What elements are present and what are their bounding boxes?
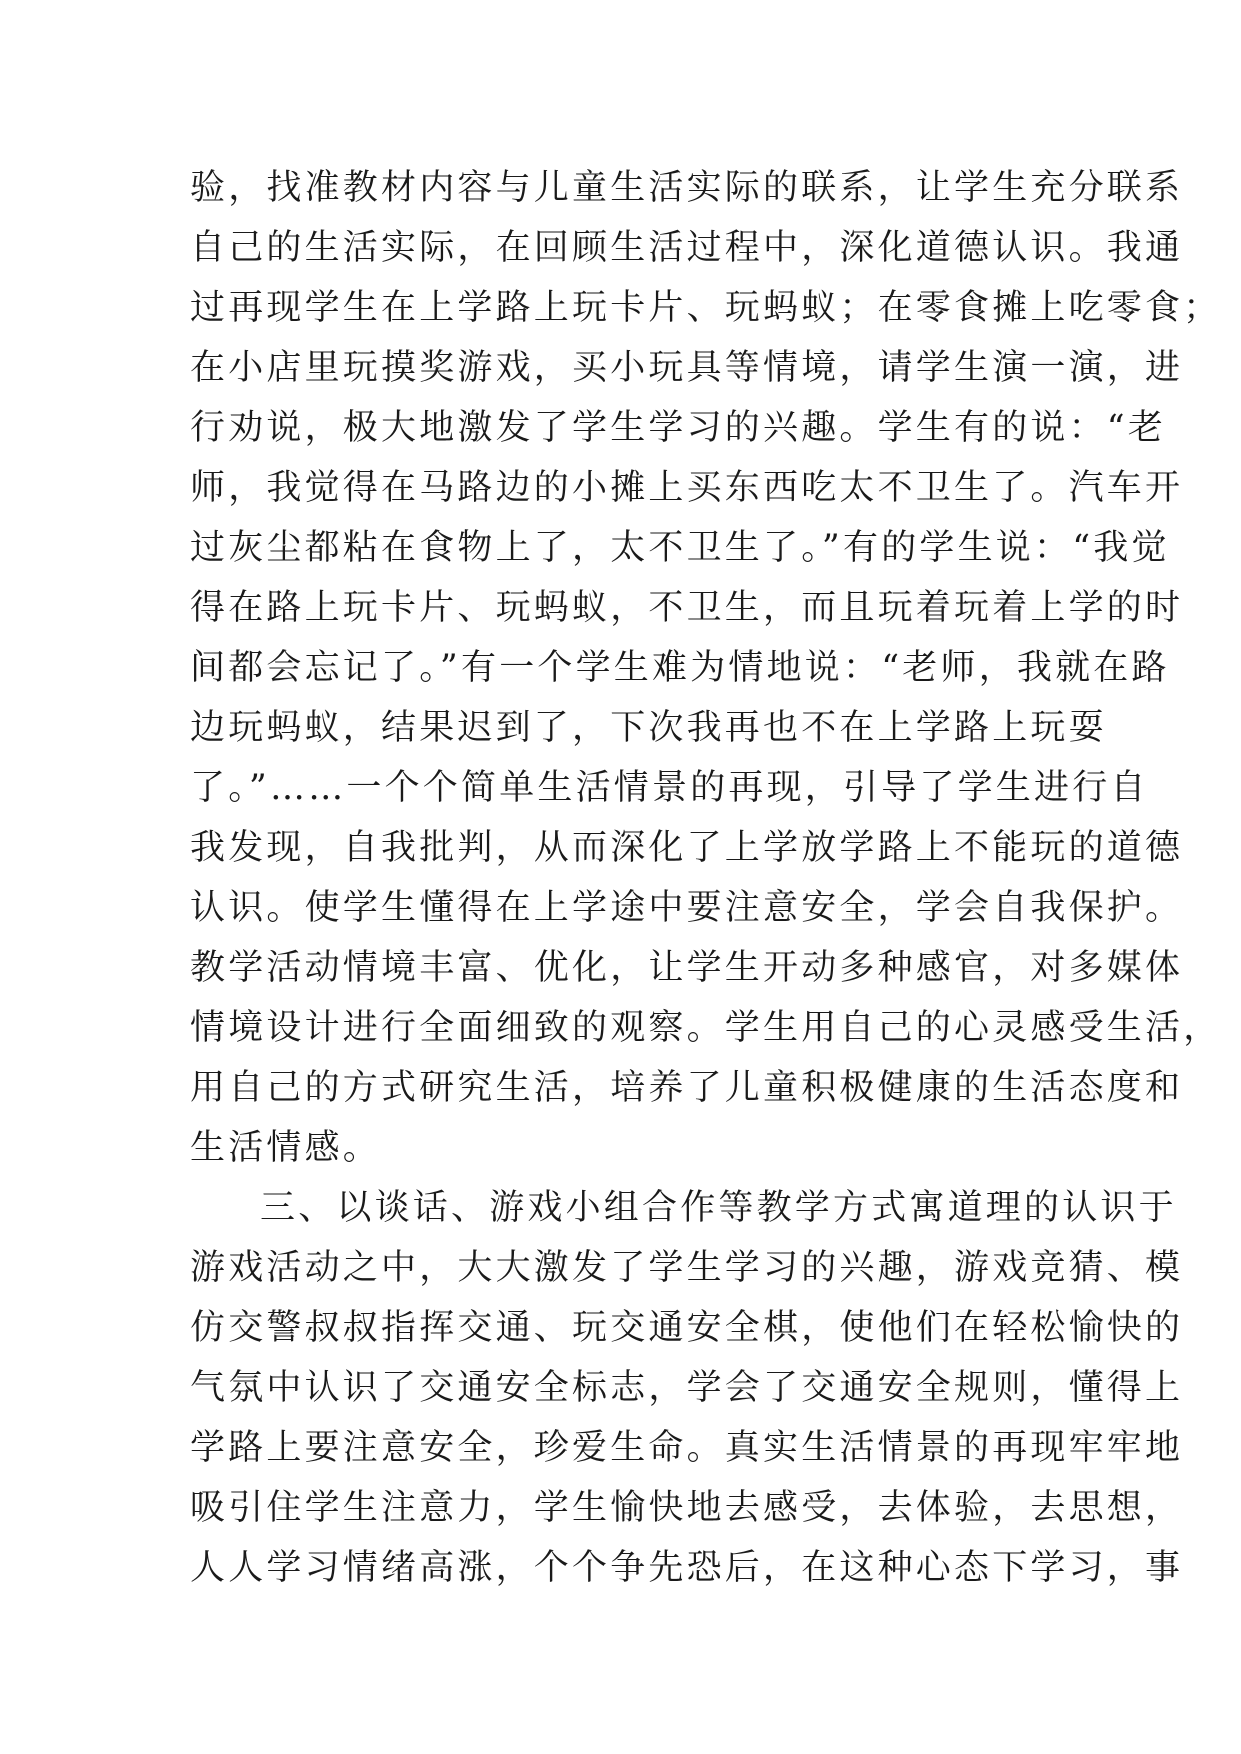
text-line: 认识。使学生懂得在上学途中要注意安全，学会自我保护。 [190,888,1184,928]
text-line: 气氛中认识了交通安全标志，学会了交通安全规则，懂得上 [190,1368,1184,1408]
text-line: 过灰尘都粘在食物上了，太不卫生了。”有的学生说：“我觉 [190,528,1170,568]
text-line: 生活情感。 [190,1128,382,1168]
text-line: 过再现学生在上学路上玩卡片、玩蚂蚁；在零食摊上吃零食； [190,288,1222,328]
text-line: 边玩蚂蚁，结果迟到了，下次我再也不在上学路上玩耍 [190,708,1107,748]
text-line: 吸引住学生注意力，学生愉快地去感受，去体验，去思想， [190,1488,1184,1528]
text-line: 情境设计进行全面细致的观察。学生用自己的心灵感受生活， [190,1008,1222,1048]
text-line: 人人学习情绪高涨，个个争先恐后，在这种心态下学习，事 [190,1548,1184,1588]
text-line: 验，找准教材内容与儿童生活实际的联系，让学生充分联系 [190,168,1184,208]
text-line: 师，我觉得在马路边的小摊上买东西吃太不卫生了。汽车开 [190,468,1184,508]
text-line: 学路上要注意安全，珍爱生命。真实生活情景的再现牢牢地 [190,1428,1184,1468]
text-line: 教学活动情境丰富、优化，让学生开动多种感官，对多媒体 [190,948,1184,988]
body-text [190,158,1222,1598]
text-line: 行劝说，极大地激发了学生学习的兴趣。学生有的说：“老 [190,408,1167,448]
text-line: 自己的生活实际，在回顾生活过程中，深化道德认识。我通 [190,228,1184,268]
text-line: 我发现，自我批判，从而深化了上学放学路上不能玩的道德 [190,828,1184,868]
text-line: 在小店里玩摸奖游戏，买小玩具等情境，请学生演一演，进 [190,348,1184,388]
paragraph-start-line: 三、以谈话、游戏小组合作等教学方式寓道理的认识于 [260,1188,1177,1228]
text-line: 得在路上玩卡片、玩蚂蚁，不卫生，而且玩着玩着上学的时 [190,588,1184,628]
text-line: 了。”……一个个简单生活情景的再现，引导了学生进行自 [190,768,1149,808]
text-line: 用自己的方式研究生活，培养了儿童积极健康的生活态度和 [190,1068,1184,1108]
text-line: 游戏活动之中，大大激发了学生学习的兴趣，游戏竞猜、模 [190,1248,1184,1288]
text-line: 仿交警叔叔指挥交通、玩交通安全棋，使他们在轻松愉快的 [190,1308,1184,1348]
text-line: 间都会忘记了。”有一个学生难为情地说：“老师，我就在路 [190,648,1170,688]
